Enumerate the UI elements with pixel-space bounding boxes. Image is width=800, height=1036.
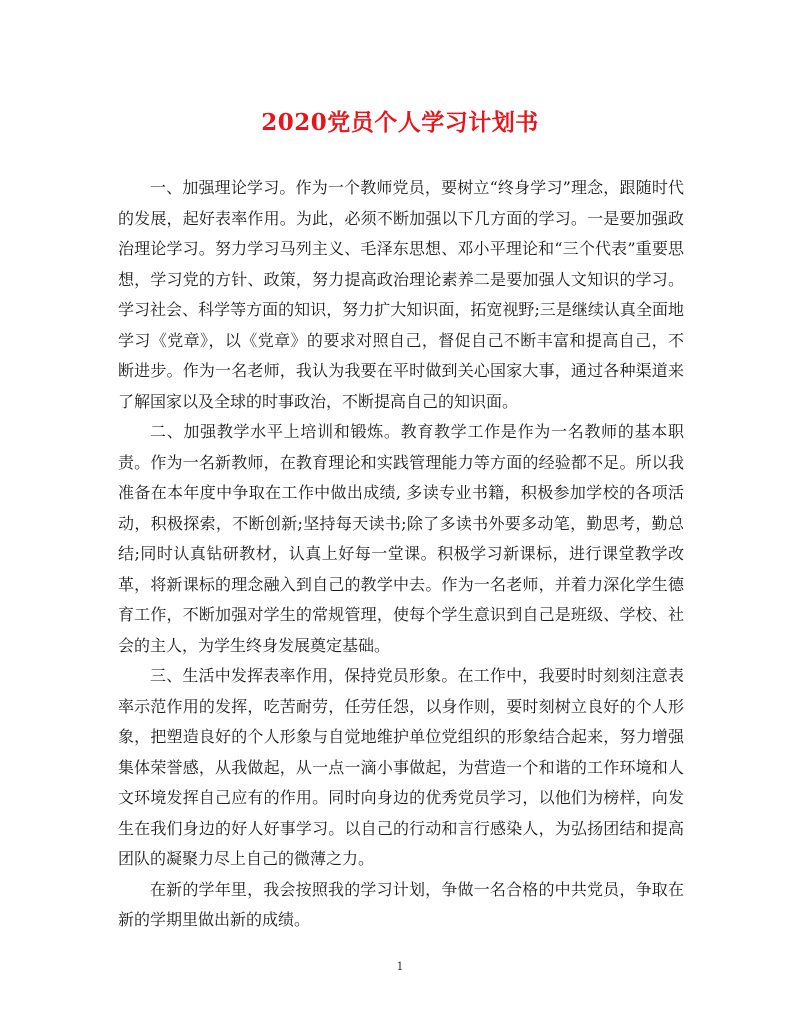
document-body [118,173,684,936]
paragraph-role-model: 三、生活中发挥表率作用，保持党员形象。在工作中，我要时时刻刻注意表率示范作用的发挥，吃苦耐劳，任劳任怨，以身作则，要时刻树立良好的个人形象，把塑造良好的个人形象与自觉地维护单位党组织的形象结合起来，努力增强集体荣誉感，从我做起，从一点一滴小事做起，为营造一个和谐的工作环境和人文环境发挥自己应有的作用。同时向身边的优秀党员学习，以他们为榜样，向发生在我们身边的好人好事学习。以自己的行动和言行感染人，为弘扬团结和提高团队的凝聚力尽上自己的微薄之力。 [118,666,684,868]
page-number: 1 [396,960,404,973]
paragraph-teaching-training: 二、加强教学水平上培训和锻炼。教育教学工作是作为一名教师的基本职责。作为一名新教师，在教育理论和实践管理能力等方面的经验都不足。所以我准备在本年度中争取在工作中做出成绩, 多读专业书籍，积极参加学校的各项活动，积极探索，不断创新;坚持每天读书;除了多读书外要多动笔，勤思考，勤总结;同时认真钻研教材，认真上好每一堂课。积极学习新课标，进行课堂教学改革，将新课标的理念融入到自己的教学中去。作为一名老师，并着力深化学生德育工作，不断加强对学生的常规管理，使每个学生意识到自己是班级、学校、社会的主人，为学生终身发展奠定基础。 [118,422,684,655]
paragraph-theory-study: 一、加强理论学习。作为一个教师党员，要树立“终身学习”理念，跟随时代的发展，起好表率作用。为此，必须不断加强以下几方面的学习。一是要加强政治理论学习。努力学习马列主义、毛泽东思想、邓小平理论和“三个代表”重要思想，学习党的方针、政策，努力提高政治理论素养二是要加强人文知识的学习。学习社会、科学等方面的知识，努力扩大知识面，拓宽视野;三是继续认真全面地学习《党章》，以《党章》的要求对照自己，督促自己不断丰富和提高自己，不断进步。作为一名老师，我认为我要在平时做到关心国家大事，通过各种渠道来了解国家以及全球的时事政治，不断提高自己的知识面。 [118,178,684,411]
paragraph-conclusion: 在新的学年里，我会按照我的学习计划，争做一名合格的中共党员，争取在新的学期里做出新的成绩。 [118,879,684,929]
document-title: 2020党员个人学习计划书 [261,109,539,136]
